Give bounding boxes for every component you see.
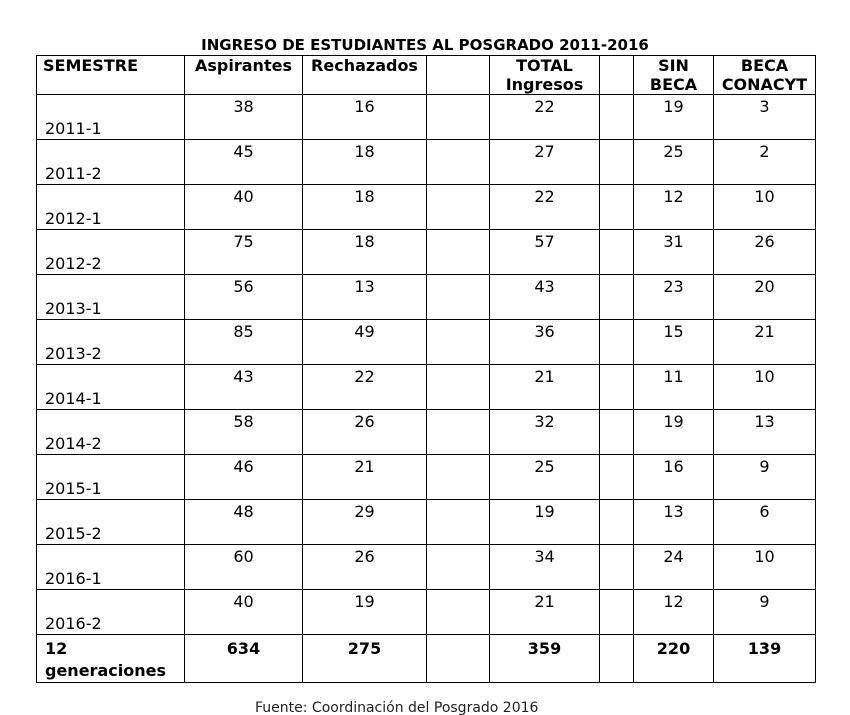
cell-spacer (427, 95, 490, 140)
cell-rechazados: 22 (303, 365, 427, 410)
cell-total-ingresos: 57 (490, 230, 600, 275)
table-row (37, 500, 816, 545)
cell-spacer (600, 140, 634, 185)
table-row (37, 365, 816, 410)
header-aspirantes: Aspirantes (185, 56, 303, 95)
cell-beca-conacyt: 2 (714, 140, 816, 185)
cell-sin-beca: 12 (634, 590, 714, 635)
cell-total-ingresos: 27 (490, 140, 600, 185)
enrollment-table (36, 55, 816, 683)
cell-beca-conacyt: 26 (714, 230, 816, 275)
cell-rechazados: 16 (303, 95, 427, 140)
cell-spacer (600, 410, 634, 455)
cell-rechazados: 29 (303, 500, 427, 545)
cell-spacer (427, 455, 490, 500)
cell-rechazados: 26 (303, 545, 427, 590)
header-spacer-2 (600, 56, 634, 95)
cell-aspirantes: 58 (185, 410, 303, 455)
cell-semestre: 2011-1 (37, 95, 185, 140)
cell-spacer (427, 320, 490, 365)
cell-total-ingresos: 36 (490, 320, 600, 365)
table-title: INGRESO DE ESTUDIANTES AL POSGRADO 2011-2016 (201, 36, 649, 54)
cell-sin-beca: 19 (634, 95, 714, 140)
cell-spacer (600, 500, 634, 545)
cell-beca-conacyt: 6 (714, 500, 816, 545)
cell-spacer (427, 275, 490, 320)
cell-sin-beca: 13 (634, 500, 714, 545)
cell-rechazados: 19 (303, 590, 427, 635)
cell-total-ingresos: 19 (490, 500, 600, 545)
cell-spacer (600, 455, 634, 500)
table-row (37, 95, 816, 140)
totals-rechazados: 275 (303, 635, 427, 683)
header-total-ingresos: TOTAL Ingresos (490, 56, 600, 95)
cell-aspirantes: 40 (185, 185, 303, 230)
cell-spacer (600, 320, 634, 365)
totals-aspirantes: 634 (185, 635, 303, 683)
cell-semestre: 2016-1 (37, 545, 185, 590)
cell-total-ingresos: 34 (490, 545, 600, 590)
cell-aspirantes: 75 (185, 230, 303, 275)
cell-semestre: 2011-2 (37, 140, 185, 185)
table-row (37, 590, 816, 635)
cell-semestre: 2014-2 (37, 410, 185, 455)
table-row (37, 230, 816, 275)
cell-sin-beca: 23 (634, 275, 714, 320)
cell-spacer (427, 185, 490, 230)
cell-semestre: 2012-2 (37, 230, 185, 275)
cell-aspirantes: 46 (185, 455, 303, 500)
table-row (37, 410, 816, 455)
cell-total-ingresos: 22 (490, 95, 600, 140)
cell-spacer (427, 230, 490, 275)
cell-spacer (427, 365, 490, 410)
table-row (37, 185, 816, 230)
header-spacer-1 (427, 56, 490, 95)
cell-spacer (427, 140, 490, 185)
cell-sin-beca: 19 (634, 410, 714, 455)
totals-label: 12 generaciones (37, 635, 185, 683)
cell-beca-conacyt: 10 (714, 545, 816, 590)
cell-aspirantes: 45 (185, 140, 303, 185)
totals-row (37, 635, 816, 683)
table-row (37, 545, 816, 590)
cell-spacer (600, 185, 634, 230)
cell-aspirantes: 40 (185, 590, 303, 635)
cell-sin-beca: 15 (634, 320, 714, 365)
cell-total-ingresos: 21 (490, 590, 600, 635)
cell-spacer (600, 95, 634, 140)
cell-sin-beca: 25 (634, 140, 714, 185)
cell-rechazados: 18 (303, 230, 427, 275)
cell-spacer (600, 275, 634, 320)
header-row (37, 56, 816, 95)
cell-beca-conacyt: 20 (714, 275, 816, 320)
cell-sin-beca: 31 (634, 230, 714, 275)
cell-aspirantes: 48 (185, 500, 303, 545)
cell-spacer (600, 230, 634, 275)
cell-aspirantes: 43 (185, 365, 303, 410)
table-row (37, 455, 816, 500)
cell-spacer (600, 545, 634, 590)
cell-aspirantes: 56 (185, 275, 303, 320)
source-footnote: Fuente: Coordinación del Posgrado 2016 (255, 700, 539, 715)
cell-rechazados: 26 (303, 410, 427, 455)
table-row (37, 320, 816, 365)
table-body (37, 95, 816, 635)
totals-beca-conacyt: 139 (714, 635, 816, 683)
header-rechazados: Rechazados (303, 56, 427, 95)
cell-beca-conacyt: 21 (714, 320, 816, 365)
cell-spacer (427, 545, 490, 590)
cell-beca-conacyt: 10 (714, 365, 816, 410)
cell-semestre: 2013-2 (37, 320, 185, 365)
cell-beca-conacyt: 9 (714, 590, 816, 635)
table-row (37, 140, 816, 185)
cell-rechazados: 18 (303, 185, 427, 230)
cell-beca-conacyt: 9 (714, 455, 816, 500)
cell-total-ingresos: 43 (490, 275, 600, 320)
cell-spacer (427, 590, 490, 635)
cell-spacer (600, 365, 634, 410)
cell-semestre: 2016-2 (37, 590, 185, 635)
cell-rechazados: 13 (303, 275, 427, 320)
cell-aspirantes: 38 (185, 95, 303, 140)
cell-semestre: 2012-1 (37, 185, 185, 230)
cell-total-ingresos: 32 (490, 410, 600, 455)
cell-spacer (427, 410, 490, 455)
cell-semestre: 2015-2 (37, 500, 185, 545)
header-semestre: SEMESTRE (37, 56, 185, 95)
cell-rechazados: 21 (303, 455, 427, 500)
cell-sin-beca: 16 (634, 455, 714, 500)
cell-spacer (600, 590, 634, 635)
cell-sin-beca: 11 (634, 365, 714, 410)
cell-total-ingresos: 21 (490, 365, 600, 410)
cell-sin-beca: 24 (634, 545, 714, 590)
cell-sin-beca: 12 (634, 185, 714, 230)
cell-total-ingresos: 22 (490, 185, 600, 230)
cell-semestre: 2013-1 (37, 275, 185, 320)
totals-total-ingresos: 359 (490, 635, 600, 683)
cell-beca-conacyt: 10 (714, 185, 816, 230)
cell-rechazados: 49 (303, 320, 427, 365)
cell-aspirantes: 85 (185, 320, 303, 365)
table-row (37, 275, 816, 320)
cell-beca-conacyt: 13 (714, 410, 816, 455)
cell-spacer (427, 500, 490, 545)
header-sin-beca: SIN BECA (634, 56, 714, 95)
cell-semestre: 2015-1 (37, 455, 185, 500)
cell-total-ingresos: 25 (490, 455, 600, 500)
totals-spacer-1 (427, 635, 490, 683)
cell-rechazados: 18 (303, 140, 427, 185)
cell-beca-conacyt: 3 (714, 95, 816, 140)
cell-semestre: 2014-1 (37, 365, 185, 410)
totals-sin-beca: 220 (634, 635, 714, 683)
header-beca-conacyt: BECA CONACYT (714, 56, 816, 95)
totals-spacer-2 (600, 635, 634, 683)
cell-aspirantes: 60 (185, 545, 303, 590)
